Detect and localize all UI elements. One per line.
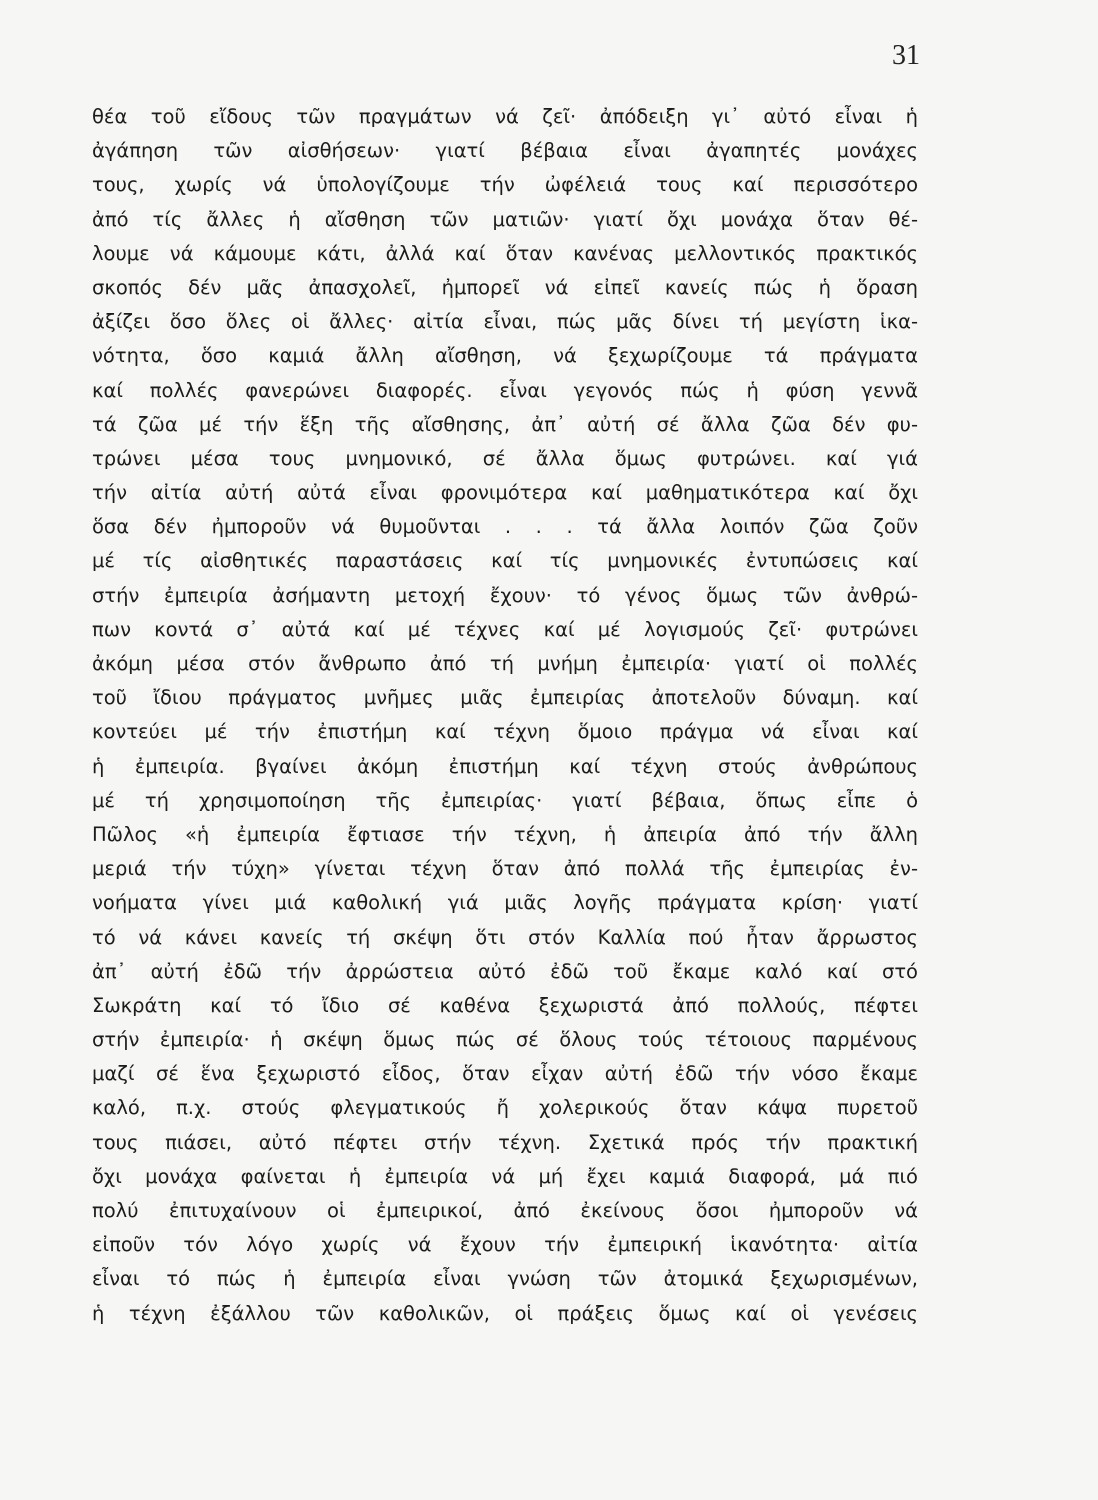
page-number: 31 xyxy=(892,40,920,71)
text-line: στήν ἐμπειρία ἀσήμαντη μετοχή ἔχουν· τό γένος ὅμως τῶν ἀνθρώ- xyxy=(92,583,918,607)
text-line: κοντεύει μέ τήν ἐπιστήμη καί τέχνη ὅμοιο πράγμα νά εἶναι καί xyxy=(92,720,918,744)
text-line: τήν αἰτία αὐτή αὐτά εἶναι φρονιμότερα καί μαθηματικότερα καί ὄχι xyxy=(92,481,918,505)
text-line: ἀγάπηση τῶν αἰσθήσεων· γιατί βέβαια εἶναι ἀγαπητές μονάχες xyxy=(92,139,918,163)
text-line: μέ τή χρησιμοποίηση τῆς ἐμπειρίας· γιατί βέβαια, ὅπως εἶπε ὁ xyxy=(92,788,918,812)
text-line: ἡ τέχνη ἐξάλλου τῶν καθολικῶν, οἱ πράξεις ὅμως καί οἱ γενέσεις xyxy=(92,1301,918,1325)
text-line: τοῦ ἴδιου πράγματος μνῆμες μιᾶς ἐμπειρίας ἀποτελοῦν δύναμη. καί xyxy=(92,686,918,710)
text-line: καλό, π.χ. στούς φλεγματικούς ἤ χολερικούς ὅταν κάψα πυρετοῦ xyxy=(92,1096,918,1120)
text-line: τό νά κάνει κανείς τή σκέψη ὅτι στόν Καλλία πού ἦταν ἄρρωστος xyxy=(92,925,918,949)
text-line: πολύ ἐπιτυχαίνουν οἱ ἐμπειρικοί, ἀπό ἐκείνους ὅσοι ἠμποροῦν νά xyxy=(92,1199,918,1222)
text-line: τους πιάσει, αὐτό πέφτει στήν τέχνη. Σχετικά πρός τήν πρακτική xyxy=(92,1130,918,1154)
text-line: ὄχι μονάχα φαίνεται ἡ ἐμπειρία νά μή ἔχει καμιά διαφορά, μά πιό xyxy=(92,1164,918,1188)
text-line: μεριά τήν τύχη» γίνεται τέχνη ὅταν ἀπό πολλά τῆς ἐμπειρίας ἐν- xyxy=(92,857,918,881)
text-line: θέα τοῦ εἴδους τῶν πραγμάτων νά ζεῖ· ἀπόδειξη γι᾽ αὐτό εἶναι ἡ xyxy=(92,105,918,128)
body-text xyxy=(92,100,918,1331)
text-line: ἡ ἐμπειρία. βγαίνει ἀκόμη ἐπιστήμη καί τέχνη στούς ἀνθρώπους xyxy=(92,754,918,778)
text-line: νότητα, ὅσο καμιά ἄλλη αἴσθηση, νά ξεχωρίζουμε τά πράγματα xyxy=(92,344,918,368)
text-line: νοήματα γίνει μιά καθολική γιά μιᾶς λογῆς πράγματα κρίση· γιατί xyxy=(92,891,918,915)
text-line: ὅσα δέν ἠμποροῦν νά θυμοῦνται . . . τά ἄλλα λοιπόν ζῶα ζοῦν xyxy=(92,515,918,539)
text-line: πων κοντά σ᾽ αὐτά καί μέ τέχνες καί μέ λογισμούς ζεῖ· φυτρώνει xyxy=(92,617,918,641)
text-line: ἀξίζει ὅσο ὅλες οἱ ἄλλες· αἰτία εἶναι, πώς μᾶς δίνει τή μεγίστη ἱκα- xyxy=(92,310,918,334)
text-line: στήν ἐμπειρία· ἡ σκέψη ὅμως πώς σέ ὅλους τούς τέτοιους παρμένους xyxy=(92,1028,918,1052)
text-line: τους, χωρίς νά ὑπολογίζουμε τήν ὠφέλειά τους καί περισσότερο xyxy=(92,173,918,197)
text-line: εἰποῦν τόν λόγο χωρίς νά ἔχουν τήν ἐμπειρική ἱκανότητα· αἰτία xyxy=(92,1233,918,1257)
text-line: ἀπό τίς ἄλλες ἡ αἴσθηση τῶν ματιῶν· γιατί ὄχι μονάχα ὅταν θέ- xyxy=(92,207,918,231)
text-line: ἀκόμη μέσα στόν ἄνθρωπο ἀπό τή μνήμη ἐμπειρία· γιατί οἱ πολλές xyxy=(92,652,918,675)
text-line: μαζί σέ ἕνα ξεχωριστό εἶδος, ὅταν εἶχαν αὐτή ἐδῶ τήν νόσο ἔκαμε xyxy=(92,1062,918,1086)
text-line: σκοπός δέν μᾶς ἀπασχολεῖ, ἠμπορεῖ νά εἰπεῖ κανείς πώς ἡ ὅραση xyxy=(92,275,918,299)
text-line: εἶναι τό πώς ἡ ἐμπειρία εἶναι γνώση τῶν ἀτομικά ξεχωρισμένων, xyxy=(92,1267,918,1291)
text-line: λουμε νά κάμουμε κάτι, ἀλλά καί ὅταν κανένας μελλοντικός πρακτικός xyxy=(92,241,918,265)
text-line: τρώνει μέσα τους μνημονικό, σέ ἄλλα ὅμως φυτρώνει. καί γιά xyxy=(92,446,918,470)
text-line: τά ζῶα μέ τήν ἕξη τῆς αἴσθησης, ἀπ᾽ αὐτή σέ ἄλλα ζῶα δέν φυ- xyxy=(92,412,918,436)
text-line: Σωκράτη καί τό ἴδιο σέ καθένα ξεχωριστά ἀπό πολλούς, πέφτει xyxy=(92,993,918,1017)
text-line: ἀπ᾽ αὐτή ἐδῶ τήν ἀρρώστεια αὐτό ἐδῶ τοῦ ἔκαμε καλό καί στό xyxy=(92,959,918,983)
text-line: Πῶλος «ἡ ἐμπειρία ἔφτιασε τήν τέχνη, ἡ ἀπειρία ἀπό τήν ἄλλη xyxy=(92,822,918,846)
text-line: καί πολλές φανερώνει διαφορές. εἶναι γεγονός πώς ἡ φύση γεννᾶ xyxy=(92,378,918,402)
text-line: μέ τίς αἰσθητικές παραστάσεις καί τίς μνημονικές ἐντυπώσεις καί xyxy=(92,549,918,573)
